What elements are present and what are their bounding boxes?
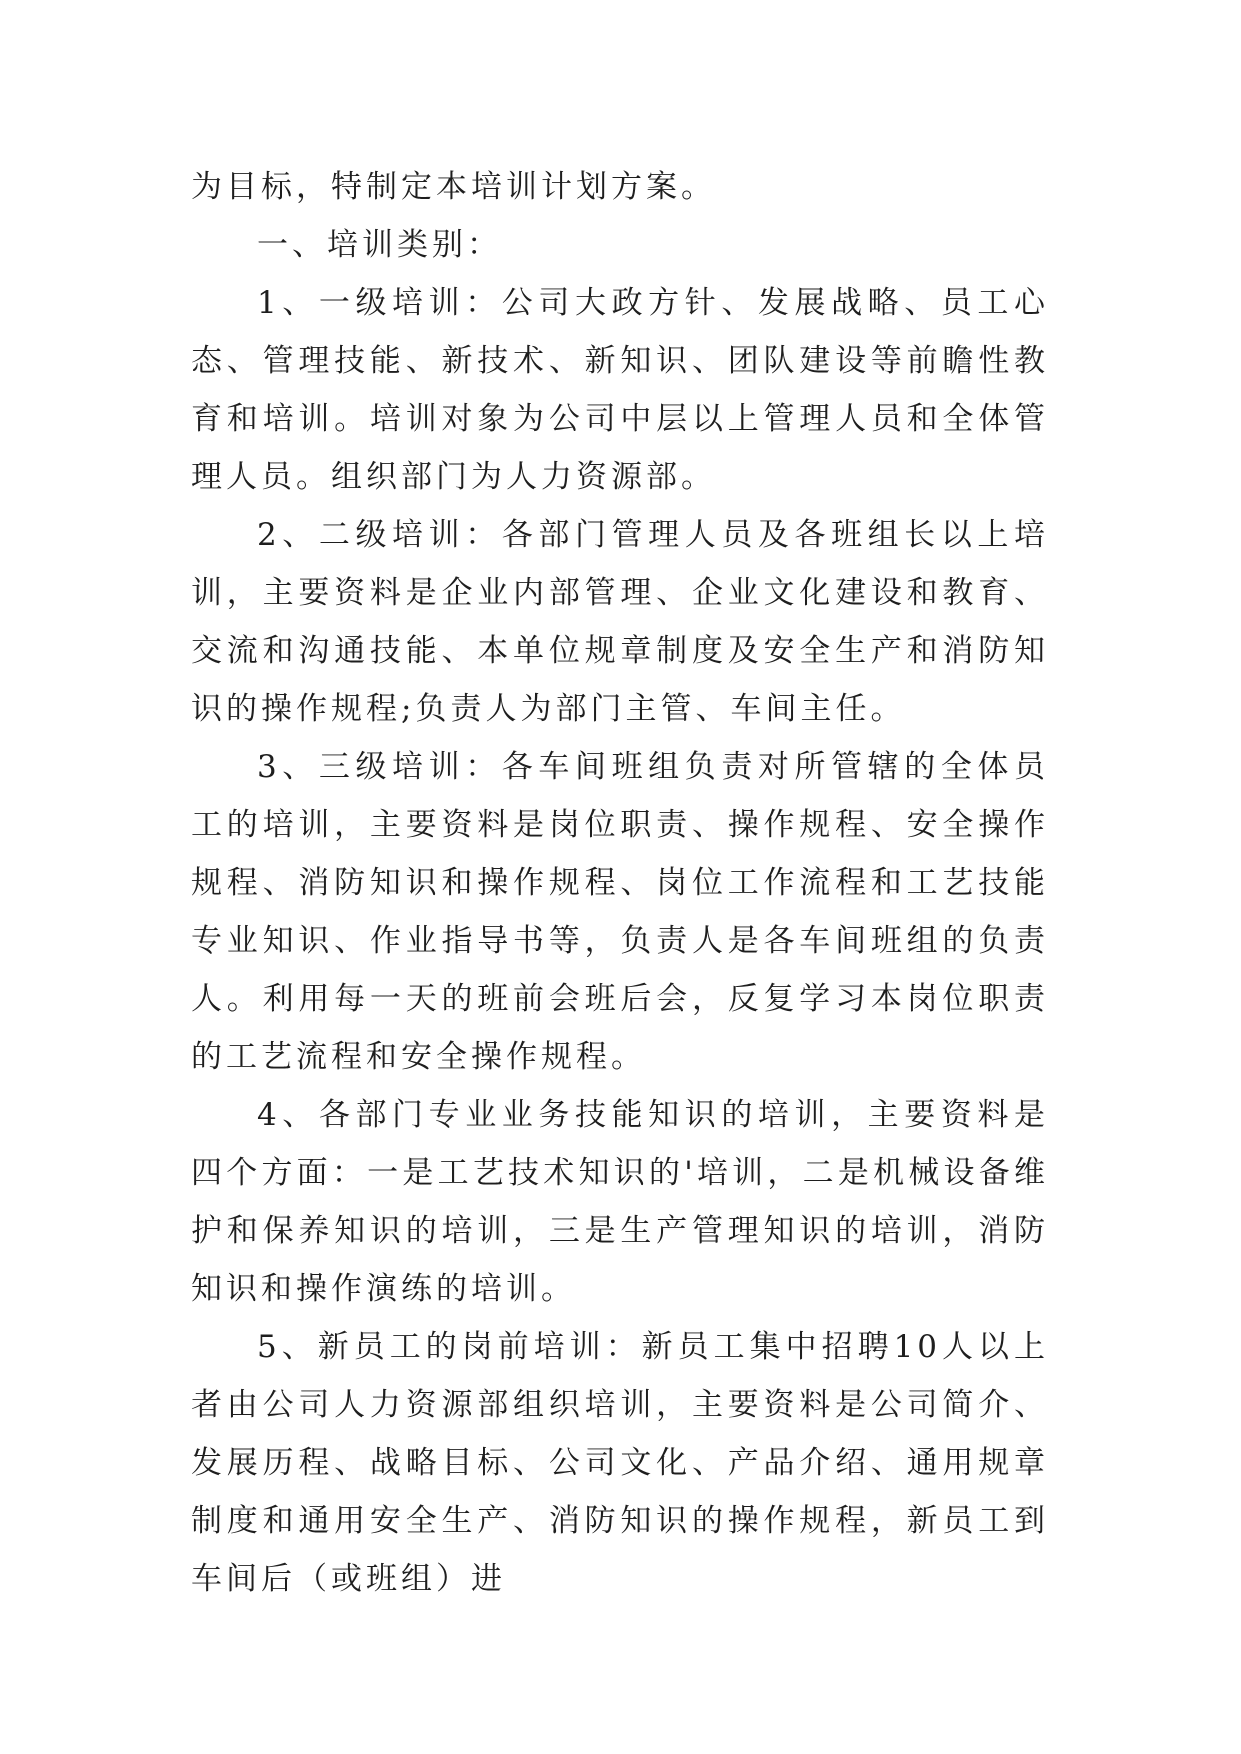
paragraph-level-1-training: 1、一级培训：公司大政方针、发展战略、员工心态、管理技能、新技术、新知识、团队建设等前瞻性教育和培训。培训对象为公司中层以上管理人员和全体管理人员。组织部门为人力资源部。 xyxy=(191,285,1049,495)
paragraph-new-employee-training: 5、新员工的岗前培训：新员工集中招聘10人以上者由公司人力资源部组织培训，主要资料是公司简介、发展历程、战略目标、公司文化、产品介绍、通用规章制度和通用安全生产、消防知识的操作规程，新员工到车间后（或班组）进 xyxy=(191,1329,1049,1597)
paragraph-level-2-training: 2、二级培训：各部门管理人员及各班组长以上培训，主要资料是企业内部管理、企业文化建设和教育、交流和沟通技能、本单位规章制度及安全生产和消防知识的操作规程;负责人为部门主管、车间主任。 xyxy=(191,517,1049,727)
paragraph-level-3-training: 3、三级培训：各车间班组负责对所管辖的全体员工的培训，主要资料是岗位职责、操作规程、安全操作规程、消防知识和操作规程、岗位工作流程和工艺技能专业知识、作业指导书等，负责人是各车间班组的负责人。利用每一天的班前会班后会，反复学习本岗位职责的工艺流程和安全操作规程。 xyxy=(191,749,1049,1075)
document-body xyxy=(191,158,1049,1608)
paragraph-department-skills-training: 4、各部门专业业务技能知识的培训，主要资料是四个方面：一是工艺技术知识的'培训，二是机械设备维护和保养知识的培训，三是生产管理知识的培训，消防知识和操作演练的培训。 xyxy=(191,1097,1049,1307)
paragraph-intro-ending: 为目标，特制定本培训计划方案。 xyxy=(191,169,716,205)
section-heading-training-categories: 一、培训类别： xyxy=(257,227,502,263)
